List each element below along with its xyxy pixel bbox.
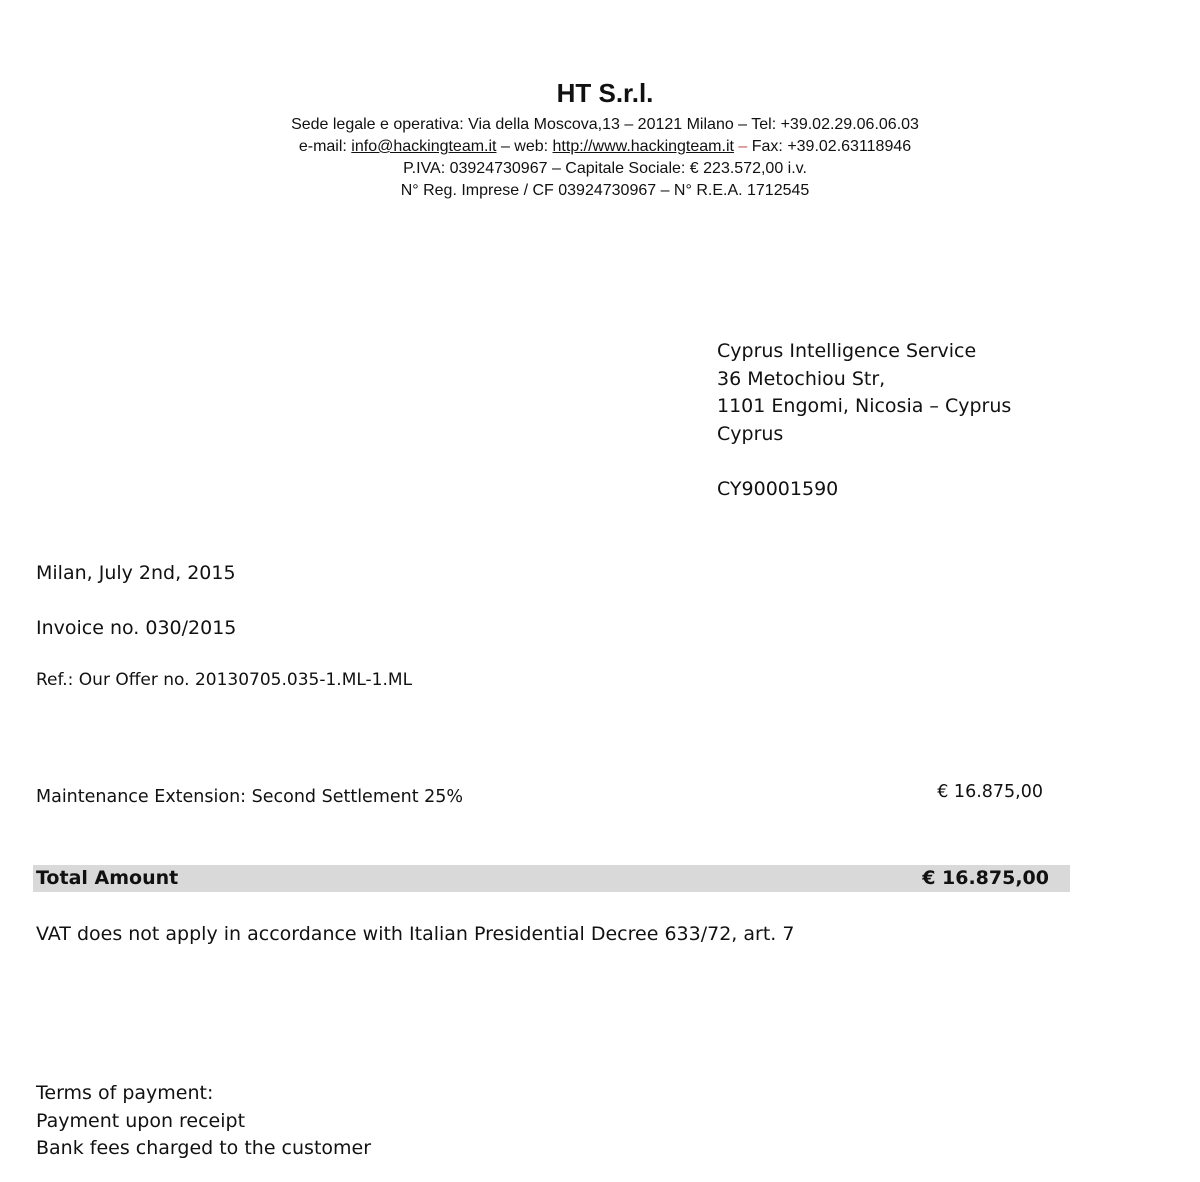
invoice-number: Invoice no. 030/2015 (36, 617, 237, 639)
company-registry: N° Reg. Imprese / CF 03924730967 – N° R.E.A. 1712545 (400, 182, 810, 199)
company-vat: P.IVA: 03924730967 – Capitale Sociale: € 223.572,00 i.v. (403, 160, 807, 177)
recipient-country: Cyprus (717, 422, 784, 445)
place-date: Milan, July 2nd, 2015 (36, 562, 236, 584)
total-amount: € 16.875,00 (922, 867, 1049, 889)
web-label: – web: (496, 138, 553, 155)
item-description: Maintenance Extension: Second Settlement 25% (36, 787, 464, 807)
recipient-name: Cyprus Intelligence Service (717, 340, 977, 362)
offer-reference: Ref.: Our Offer no. 20130705.035-1.ML-1.ML (36, 670, 413, 690)
total-label: Total Amount (36, 867, 179, 889)
total-row (33, 865, 1070, 892)
vat-note: VAT does not apply in accordance with Italian Presidential Decree 633/72, art. 7 (36, 923, 795, 945)
item-amount: € 16.875,00 (937, 782, 1043, 802)
recipient-street: 36 Metochiou Str, (717, 367, 886, 390)
web-link[interactable]: http://www.hackingteam.it (552, 138, 734, 155)
terms-heading: Terms of payment: (36, 1082, 214, 1104)
company-header (0, 76, 1200, 202)
company-contacts (0, 136, 1200, 158)
company-name: HT S.r.l. (556, 78, 654, 108)
terms-line-fees: Bank fees charged to the customer (36, 1137, 372, 1159)
recipient-vat-id: CY90001590 (717, 477, 839, 500)
fax-number: Fax: +39.02.63118946 (751, 138, 912, 155)
fax-dash: – (733, 138, 752, 155)
email-link[interactable]: info@hackingteam.it (351, 138, 497, 155)
company-address: Sede legale e operativa: Via della Moscova,13 – 20121 Milano – Tel: +39.02.29.06.06.03 (291, 116, 919, 133)
terms-line-receipt: Payment upon receipt (36, 1109, 246, 1132)
recipient-address (717, 338, 1011, 503)
recipient-city: 1101 Engomi, Nicosia – Cyprus (717, 395, 1012, 417)
email-label: e-mail: (298, 138, 352, 155)
payment-terms (36, 1080, 371, 1163)
